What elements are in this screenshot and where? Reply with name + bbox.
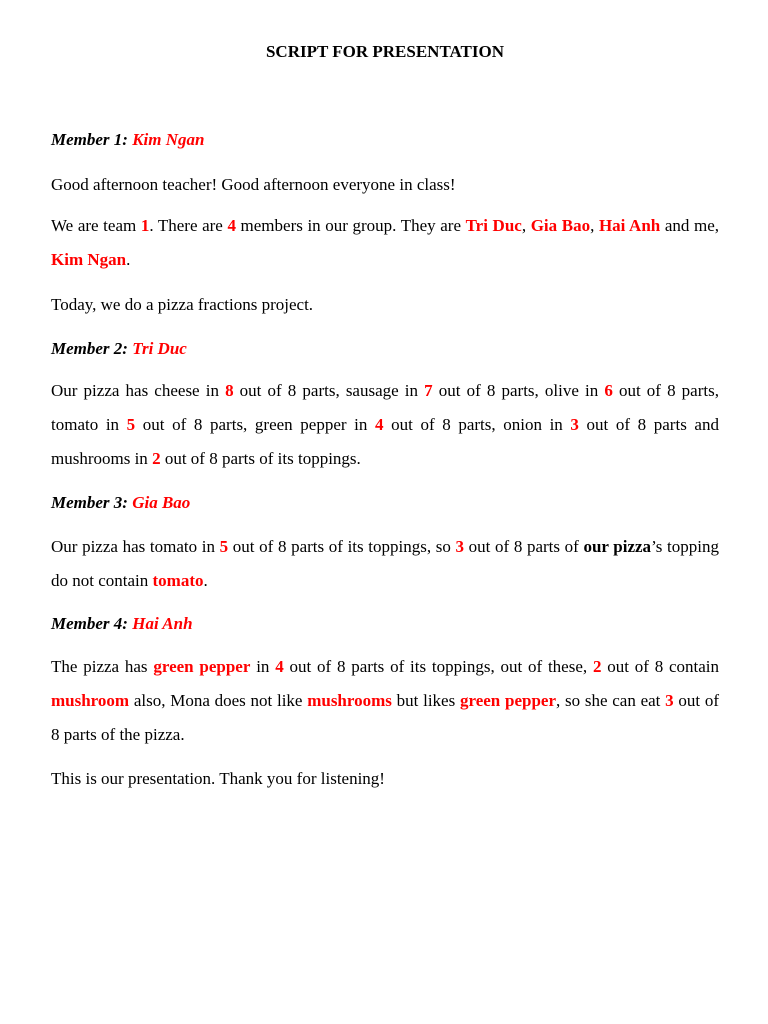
number-highlight: 2 [152,449,161,468]
number-highlight: 3 [455,537,464,556]
member-label: Member 2: [51,339,128,358]
word-highlight: tomato [152,571,204,590]
member-count: 4 [227,216,236,235]
member-label: Member 3: [51,493,128,512]
number-highlight: 7 [424,381,433,400]
number-highlight: 4 [275,657,284,676]
intro-paragraph: We are team 1. There are 4 members in our group. They are Tri Duc, Gia Bao, Hai Anh and me, Kim Ngan. [51,216,720,269]
number-highlight: 4 [375,415,384,434]
our-pizza-text: our pizza [583,537,652,556]
member-4-heading [51,613,719,635]
number-highlight: 3 [570,415,579,434]
number-highlight: 5 [219,537,229,556]
member-label: Member 1: [51,130,128,149]
toppings-paragraph: Our pizza has cheese in 8 out of 8 parts, sausage in 7 out of 8 parts, olive in 6 out of 8 parts, tomato in 5 out of 8 parts, green pepper in 4 out of 8 parts, onion in 3 out of 8 parts and mushrooms in 2 out of 8 parts of its toppings. [51,381,719,468]
member-2-heading [51,338,719,360]
word-highlight: green pepper [459,691,556,710]
member-name: Kim Ngan [132,130,205,149]
word-highlight: green pepper [153,657,251,676]
name-highlight: Kim Ngan [51,250,127,269]
tomato-paragraph: Our pizza has tomato in 5 out of 8 parts of its toppings, so 3 out of 8 parts of our pizza’s topping do not contain tomato. [51,537,719,590]
number-highlight: 5 [126,415,136,434]
name-highlight: Hai Anh [598,216,661,235]
today-paragraph: Today, we do a pizza fractions project. [51,295,314,314]
member-1-heading [51,129,719,151]
green-pepper-paragraph: The pizza has green pepper in 4 out of 8 parts of its toppings, out of these, 2 out of 8 contain mushroom also, Mona does not like mushrooms but likes green pepper, so she can eat 3 out of 8 parts of the pizza. [51,657,720,744]
closing-paragraph: This is our presentation. Thank you for listening! [51,769,385,788]
number-highlight: 2 [592,657,602,676]
team-number: 1 [140,216,150,235]
member-name: Tri Duc [132,339,187,358]
document-title: SCRIPT FOR PRESENTATION [265,42,505,61]
number-highlight: 6 [604,381,613,400]
word-highlight: mushrooms [307,691,392,710]
word-highlight: mushroom [51,691,130,710]
greeting-paragraph: Good afternoon teacher! Good afternoon everyone in class! [51,175,456,194]
name-highlight: Tri Duc [465,216,522,235]
name-highlight: Gia Bao [530,216,591,235]
number-highlight: 3 [665,691,674,710]
member-name: Hai Anh [132,614,193,633]
member-3-heading [51,492,719,514]
number-highlight: 8 [225,381,234,400]
member-name: Gia Bao [132,493,191,512]
member-label: Member 4: [51,614,128,633]
